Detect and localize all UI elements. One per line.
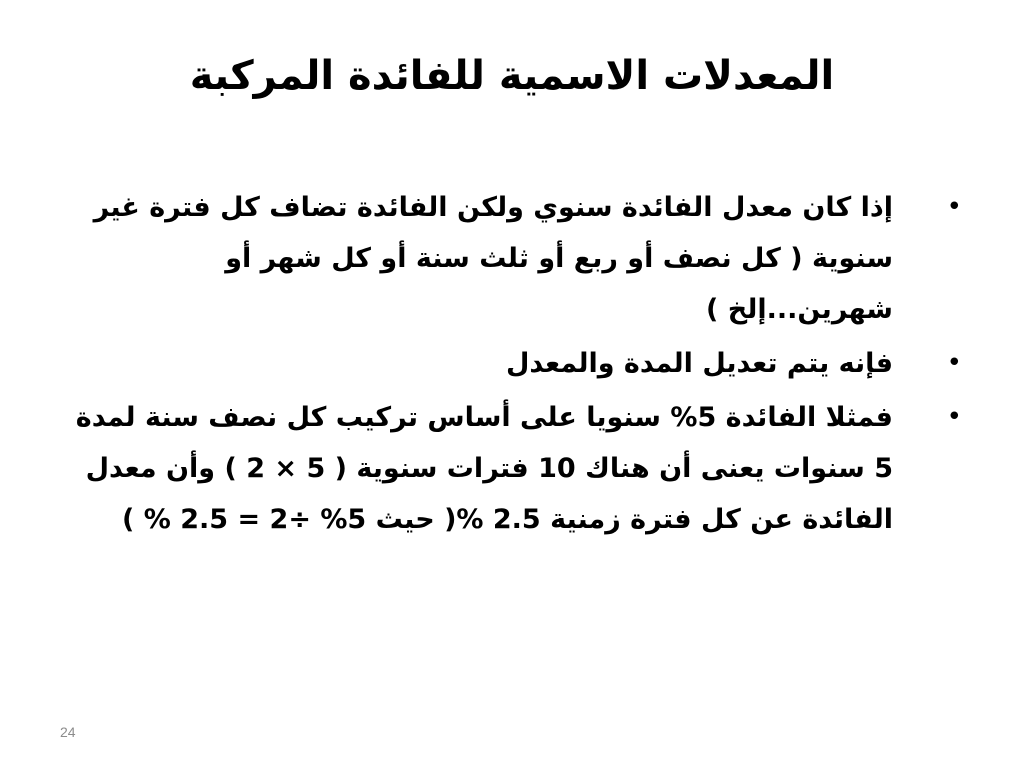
list-item bbox=[70, 338, 970, 389]
page-number: 24 bbox=[60, 724, 76, 740]
bullet-icon: • bbox=[946, 402, 962, 432]
bullet-icon: • bbox=[946, 348, 962, 378]
bullet-text: إذا كان معدل الفائدة سنوي ولكن الفائدة تضاف كل فترة غير سنوية ( كل نصف أو ربع أو ثلث سنة أو كل شهر أو شهرين...إلخ ) bbox=[93, 192, 893, 325]
bullet-text: فمثلا الفائدة 5% سنويا على أساس تركيب كل نصف سنة لمدة 5 سنوات يعنى أن هناك 10 فترات سنوية ( 5 × 2 ) وأن معدل الفائدة عن كل فترة زمنية 2.5 %( حيث 5% ÷2 = 2.5 % ) bbox=[75, 402, 893, 535]
list-item bbox=[70, 182, 970, 335]
bullet-text: فإنه يتم تعديل المدة والمعدل bbox=[505, 348, 893, 379]
list-item bbox=[70, 392, 970, 545]
bullet-list bbox=[70, 182, 970, 548]
slide-title: المعدلات الاسمية للفائدة المركبة bbox=[189, 53, 835, 99]
bullet-icon: • bbox=[946, 192, 962, 222]
